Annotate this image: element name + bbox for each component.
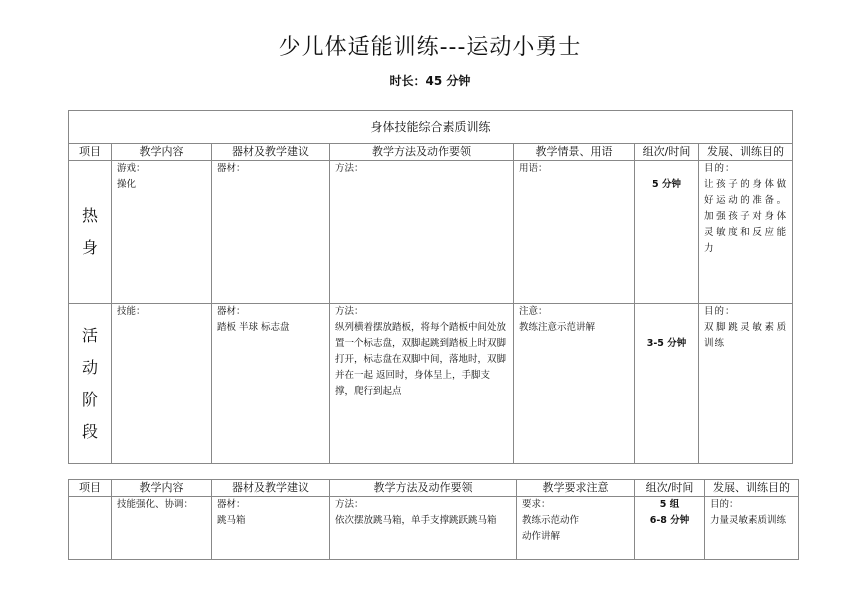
method-cell: 方法： 依次摆放跳马箱，单手支撑跳跃跳马箱 (330, 497, 517, 560)
table-header-row (69, 144, 793, 161)
table-row-skill (69, 497, 799, 560)
header-project: 项目 (69, 144, 112, 161)
training-table-2 (68, 479, 799, 560)
category-cell: 活 动 阶 段 (69, 304, 112, 464)
time-cell: 3-5 分钟 (635, 304, 699, 464)
situation-cell: 用语： (514, 161, 635, 304)
table-header-row (69, 480, 799, 497)
header-project: 项目 (69, 480, 112, 497)
equipment-cell: 器材： (212, 161, 330, 304)
page-title: 少儿体适能训练---运动小勇士 (278, 35, 582, 60)
training-table-1 (68, 110, 793, 464)
equipment-cell: 器材： 跳马箱 (212, 497, 330, 560)
time-cell: 5 分钟 (635, 161, 699, 304)
header-equipment: 器材及教学建议 (212, 480, 330, 497)
header-content: 教学内容 (112, 480, 212, 497)
header-situation: 教学情景、用语 (514, 144, 635, 161)
header-method: 教学方法及动作要领 (330, 144, 514, 161)
equipment-cell: 器材： 踏板 半球 标志盘 (212, 304, 330, 464)
duration-label: 时长：45 分钟 (389, 74, 471, 88)
time-cell: 5 组 6-8 分钟 (635, 497, 705, 560)
header-method: 教学方法及动作要领 (330, 480, 517, 497)
category-cell (69, 497, 112, 560)
purpose-cell: 目的： 双脚跳灵敏素质训练 (699, 304, 793, 464)
header-purpose: 发展、训练目的 (699, 144, 793, 161)
header-equipment: 器材及教学建议 (212, 144, 330, 161)
content-cell: 技能强化、协调： (112, 497, 212, 560)
header-content: 教学内容 (112, 144, 212, 161)
header-requirements: 教学要求注意 (517, 480, 635, 497)
requirements-cell: 要求： 教练示范动作 动作讲解 (517, 497, 635, 560)
purpose-cell: 目的： 力量灵敏素质训练 (705, 497, 799, 560)
content-cell: 游戏： 操化 (112, 161, 212, 304)
purpose-cell: 目的： 让孩子的身体做好运动的准备。加强孩子对身体灵敏度和反应能力 (699, 161, 793, 304)
header-purpose: 发展、训练目的 (705, 480, 799, 497)
method-cell: 方法： 纵列横着摆放踏板，将每个踏板中间处放置一个标志盘，双脚起跳到踏板上时双脚打开，标志盘在双脚中间，落地时，双脚并在一起 返回时，身体呈上，手脚支撑，爬行到起点 (330, 304, 514, 464)
table-row-warmup (69, 161, 793, 304)
situation-cell: 注意： 教练注意示范讲解 (514, 304, 635, 464)
method-cell: 方法： (330, 161, 514, 304)
table-row-activity (69, 304, 793, 464)
header-time: 组次/时间 (635, 480, 705, 497)
table-banner: 身体技能综合素质训练 (69, 111, 793, 144)
header-time: 组次/时间 (635, 144, 699, 161)
category-cell: 热 身 (69, 161, 112, 304)
content-cell: 技能： (112, 304, 212, 464)
